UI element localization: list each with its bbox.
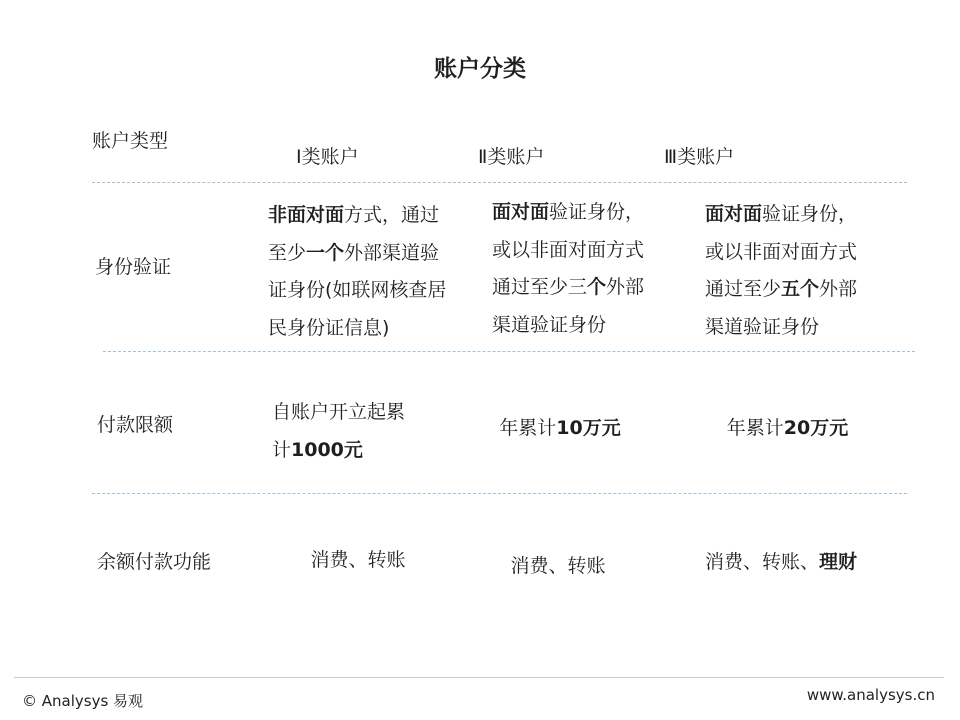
cell-line bbox=[268, 272, 478, 310]
row-label-balance-function: 余额付款功能 bbox=[97, 551, 212, 573]
cell-text: 外部渠道验 bbox=[344, 241, 440, 264]
cell-line bbox=[705, 309, 910, 347]
cell-identity-type2 bbox=[492, 194, 697, 344]
cell-line bbox=[268, 197, 478, 235]
cell-text-bold: 理财 bbox=[819, 551, 858, 573]
row-label-identity: 身份验证 bbox=[95, 256, 172, 278]
cell-text: 证身份(如联网核查居 bbox=[268, 279, 447, 301]
footer-divider bbox=[14, 677, 944, 678]
cell-line bbox=[492, 232, 697, 270]
cell-text-bold: 五个 bbox=[781, 278, 820, 300]
cell-text: 民身份证信息) bbox=[268, 316, 390, 339]
cell-text: 消费、转账 bbox=[310, 549, 406, 571]
cell-line bbox=[492, 307, 697, 345]
cell-line bbox=[492, 269, 697, 307]
cell-text: 年累计 bbox=[726, 417, 784, 439]
cell-line bbox=[705, 196, 910, 234]
cell-line bbox=[268, 235, 478, 273]
cell-text-bold: 一个 bbox=[306, 241, 345, 264]
page-title: 账户分类 bbox=[434, 56, 526, 82]
cell-text: 年累计 bbox=[499, 417, 557, 439]
cell-text: 自账户开立起累 bbox=[272, 401, 406, 423]
row-divider bbox=[103, 351, 915, 352]
cell-text: 外部 bbox=[606, 276, 645, 298]
cell-text-bold: 非面对面 bbox=[268, 204, 345, 226]
row-divider bbox=[92, 493, 907, 494]
cell-text: 渠道验证身份 bbox=[492, 313, 607, 336]
column-header-type2: Ⅱ类账户 bbox=[478, 146, 545, 168]
cell-line bbox=[480, 410, 640, 448]
cell-text: 至少 bbox=[268, 241, 307, 264]
cell-text: 验证身份， bbox=[549, 201, 645, 223]
cell-text-bold: 10万元 bbox=[556, 417, 621, 439]
cell-text-bold: 面对面 bbox=[705, 203, 763, 225]
cell-line bbox=[705, 271, 910, 309]
cell-text-bold: 面对面 bbox=[492, 201, 550, 223]
cell-function-type2 bbox=[490, 548, 626, 586]
footer-website-link[interactable]: www.analysys.cn bbox=[806, 686, 935, 704]
cell-text-bold: 20万元 bbox=[783, 417, 849, 439]
cell-identity-type1 bbox=[268, 197, 478, 347]
cell-line bbox=[290, 542, 426, 580]
cell-text-bold: 1000元 bbox=[291, 438, 363, 461]
cell-function-type1 bbox=[290, 542, 426, 580]
cell-line bbox=[492, 194, 697, 232]
cell-line bbox=[490, 548, 626, 586]
cell-text: 外部 bbox=[819, 278, 858, 300]
cell-line bbox=[705, 410, 870, 448]
row-label-payment-limit: 付款限额 bbox=[97, 414, 174, 436]
footer-copyright: © Analysys 易观 bbox=[22, 692, 144, 710]
cell-text: 计 bbox=[272, 438, 292, 461]
cell-line bbox=[272, 394, 472, 432]
cell-text: 通过至少 bbox=[705, 278, 782, 300]
cell-line bbox=[268, 310, 478, 348]
cell-line bbox=[705, 234, 910, 272]
cell-identity-type3 bbox=[705, 196, 910, 346]
cell-function-type3 bbox=[705, 544, 905, 582]
cell-text: 消费、转账、 bbox=[705, 551, 820, 573]
column-header-type3: Ⅲ类账户 bbox=[664, 146, 735, 168]
cell-text: 验证身份， bbox=[762, 203, 858, 225]
cell-text: 消费、转账 bbox=[510, 555, 606, 577]
cell-limit-type1 bbox=[272, 394, 472, 469]
cell-limit-type3 bbox=[705, 410, 870, 448]
row-divider bbox=[92, 182, 907, 183]
column-header-type1: Ⅰ类账户 bbox=[296, 146, 359, 168]
cell-text: 渠道验证身份 bbox=[705, 315, 820, 338]
cell-limit-type2 bbox=[480, 410, 640, 448]
cell-text: 方式，通过 bbox=[344, 204, 440, 226]
cell-text-bold: 个 bbox=[587, 276, 607, 298]
cell-text: 通过至少三 bbox=[492, 276, 588, 298]
cell-text: 或以非面对面方式 bbox=[705, 240, 858, 263]
cell-text: 或以非面对面方式 bbox=[492, 238, 645, 261]
cell-line bbox=[705, 544, 905, 582]
row-label-account-type: 账户类型 bbox=[92, 130, 169, 152]
cell-line bbox=[272, 432, 472, 470]
